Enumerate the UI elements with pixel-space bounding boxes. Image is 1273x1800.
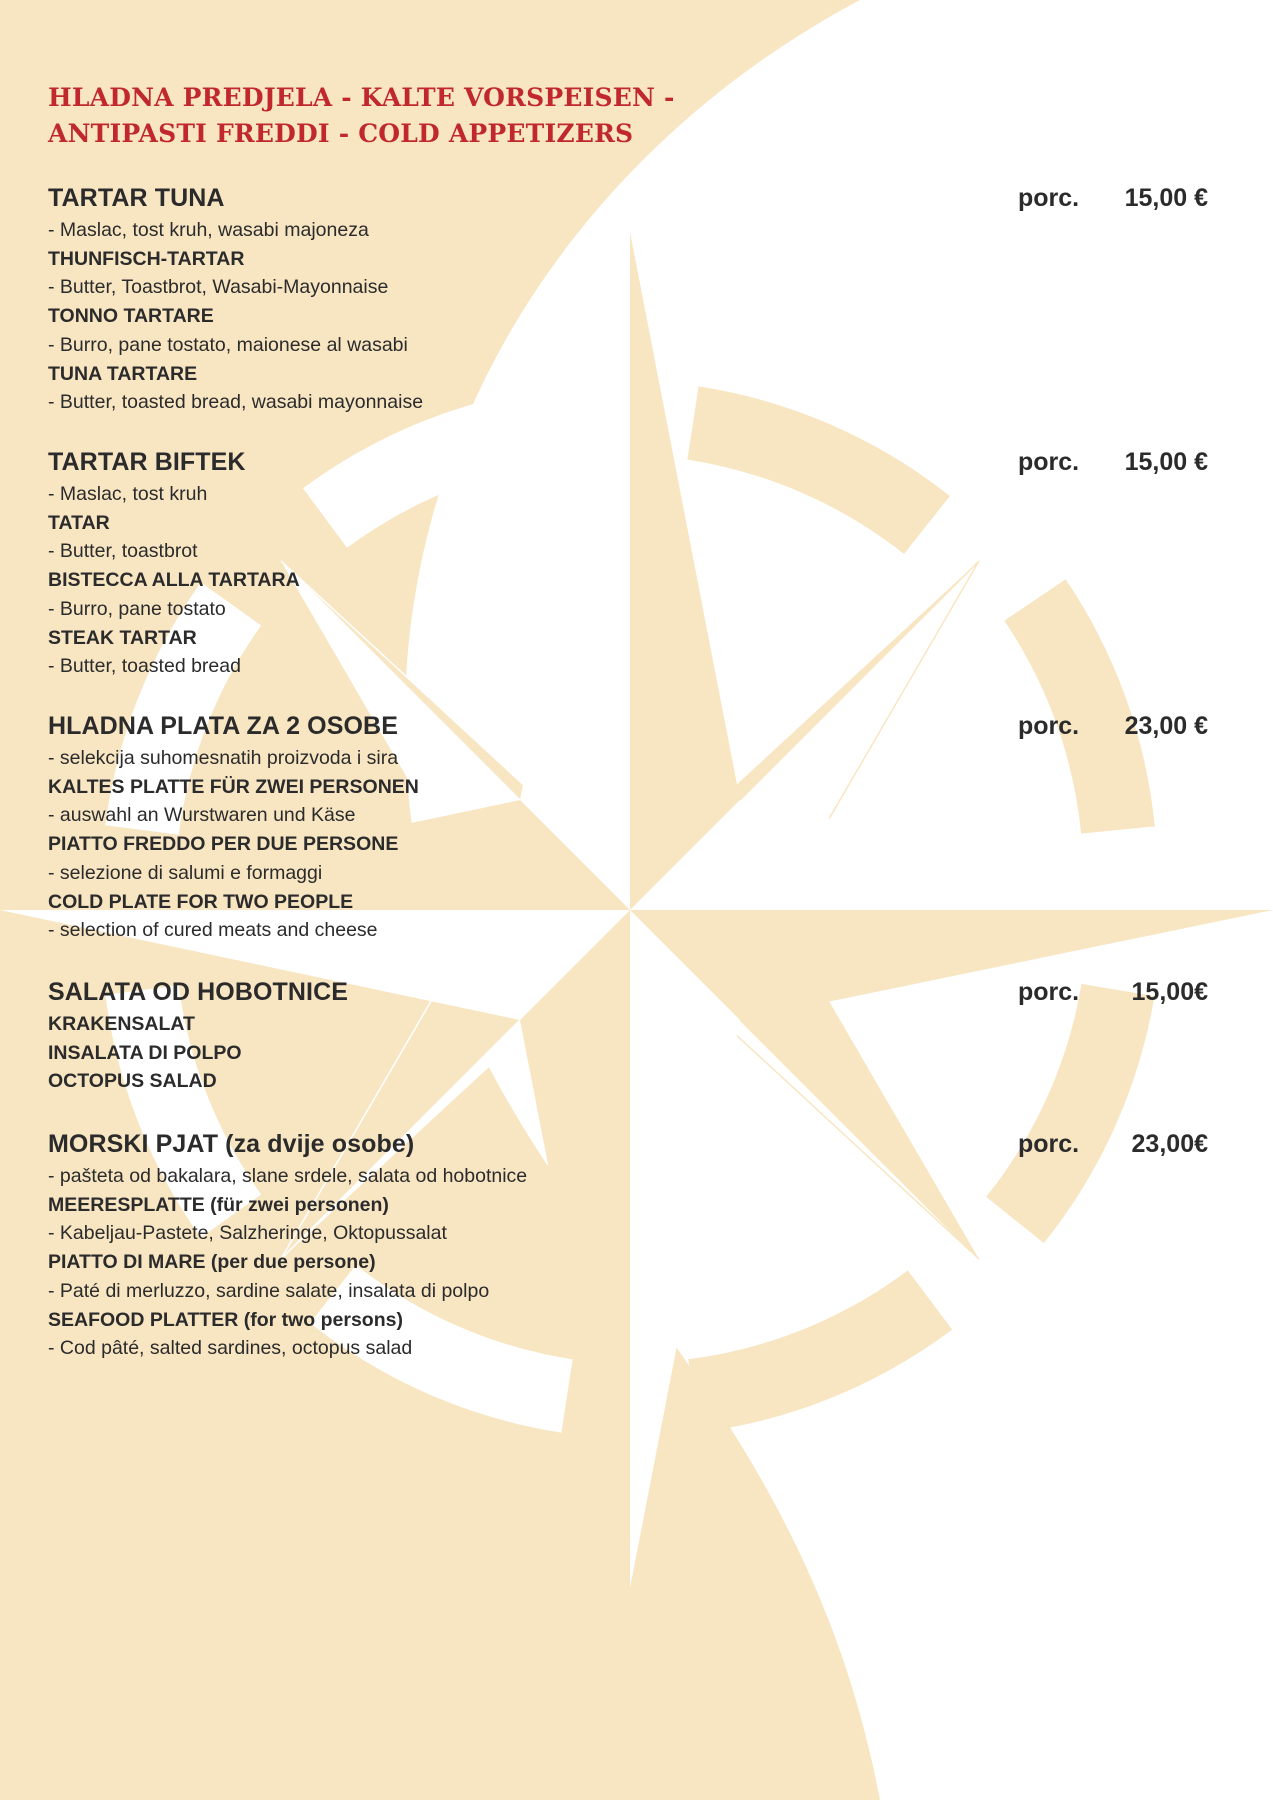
item-price-row — [1018, 446, 1208, 478]
section-title-line-1: HLADNA PREDJELA - KALTE VORSPEISEN - — [48, 83, 675, 112]
item-price: 15,00€ — [1131, 978, 1208, 1006]
item-name: SALATA OD HOBOTNICE — [48, 978, 349, 1006]
item-name: HLADNA PLATA ZA 2 OSOBE — [48, 712, 398, 740]
item-price: 23,00€ — [1131, 1130, 1208, 1158]
item-translation-name: OCTOPUS SALAD — [48, 1070, 217, 1093]
item-description-line: - pašteta od bakalara, slane srdele, salata od hobotnice — [48, 1165, 528, 1187]
item-translation-name: MEERESPLATTE (für zwei personen) — [48, 1193, 389, 1216]
item-translation-name: KALTES PLATTE FÜR ZWEI PERSONEN — [48, 775, 419, 798]
item-description-line: - Butter, toastbrot — [48, 540, 198, 563]
item-price: 23,00 € — [1124, 712, 1208, 740]
section-title — [48, 80, 675, 152]
item-price: 15,00 € — [1124, 184, 1208, 212]
item-portion-label: porc. — [1018, 448, 1080, 476]
item-portion-label: porc. — [1018, 184, 1080, 212]
item-translation-name: PIATTO DI MARE (per due persone) — [48, 1251, 376, 1274]
item-translation-name: TUNA TARTARE — [48, 362, 198, 385]
item-translation-name: COLD PLATE FOR TWO PEOPLE — [48, 890, 354, 913]
item-price-row — [1018, 1128, 1208, 1160]
item-translation-name: THUNFISCH-TARTAR — [48, 247, 245, 270]
menu-item-morski-pjat — [48, 1128, 1208, 1363]
menu-item-hladna-plata — [48, 710, 1208, 945]
item-description-line: - selekcija suhomesnatih proizvoda i sira — [48, 747, 399, 769]
menu-item-tartar-biftek — [48, 446, 1208, 681]
item-translation-name: TATAR — [48, 511, 110, 534]
item-portion-label: porc. — [1018, 1130, 1080, 1158]
item-description-line: - Kabeljau-Pastete, Salzheringe, Oktopussalat — [48, 1222, 447, 1245]
item-translation-name: BISTECCA ALLA TARTARA — [48, 569, 300, 592]
item-portion-label: porc. — [1018, 978, 1080, 1006]
item-translation-name: SEAFOOD PLATTER (for two persons) — [48, 1308, 403, 1331]
item-price-row — [1018, 710, 1208, 742]
item-description-line: - Butter, toasted bread, wasabi mayonnaise — [48, 391, 424, 414]
item-price-row — [1018, 182, 1208, 214]
item-description-line: - Burro, pane tostato, maionese al wasabi — [48, 333, 408, 356]
item-translation-name: KRAKENSALAT — [48, 1013, 195, 1035]
item-description-line: - selection of cured meats and cheese — [48, 919, 378, 942]
item-description-line: - Maslac, tost kruh — [48, 483, 208, 505]
item-translation-name: TONNO TARTARE — [48, 305, 214, 328]
item-translation-name: INSALATA DI POLPO — [48, 1041, 242, 1064]
section-title-line-2: ANTIPASTI FREDDI - COLD APPETIZERS — [48, 119, 634, 148]
item-description-line: - Burro, pane tostato — [48, 597, 226, 620]
item-description-line: - Cod pâté, salted sardines, octopus salad — [48, 1337, 413, 1360]
menu-item-tartar-tuna — [48, 182, 1208, 417]
item-translation-name: STEAK TARTAR — [48, 626, 197, 649]
item-description-line: - Butter, Toastbrot, Wasabi-Mayonnaise — [48, 276, 389, 299]
menu-item-salata-od-hobotnice — [48, 976, 1208, 1096]
item-description-line: - Paté di merluzzo, sardine salate, insalata di polpo — [48, 1279, 490, 1302]
item-translation-name: PIATTO FREDDO PER DUE PERSONE — [48, 833, 399, 856]
item-portion-label: porc. — [1018, 712, 1080, 740]
item-price-row — [1018, 976, 1208, 1008]
item-name: MORSKI PJAT (za dvije osobe) — [48, 1130, 415, 1158]
item-description-line: - selezione di salumi e formaggi — [48, 861, 323, 884]
item-name: TARTAR TUNA — [48, 184, 225, 212]
item-name: TARTAR BIFTEK — [48, 448, 246, 476]
item-description-line: - auswahl an Wurstwaren und Käse — [48, 804, 356, 827]
item-price: 15,00 € — [1124, 448, 1208, 476]
item-description-line: - Maslac, tost kruh, wasabi majoneza — [48, 219, 369, 241]
item-description-line: - Butter, toasted bread — [48, 655, 241, 678]
